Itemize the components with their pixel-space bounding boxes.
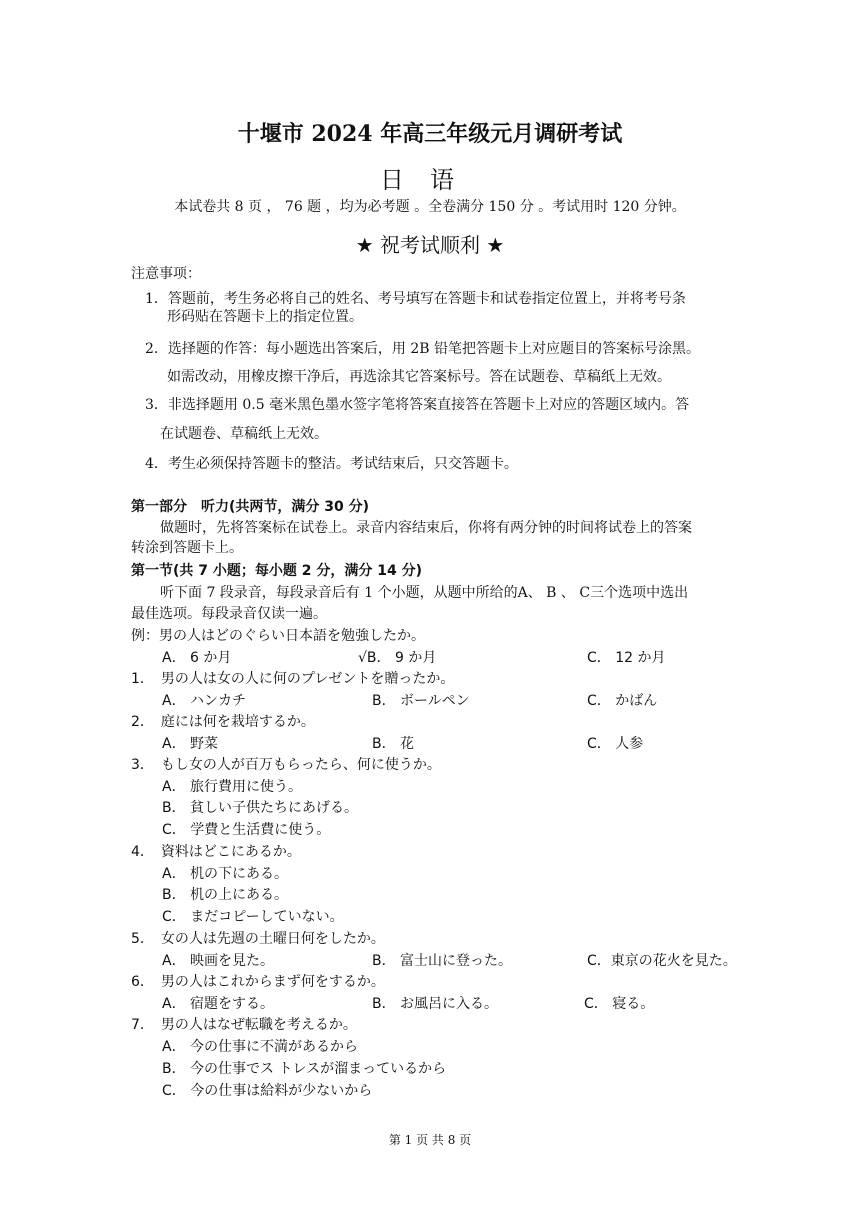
q1-option-b: B． ボールペン bbox=[372, 693, 470, 709]
page-footer: 第 1 页 共 8 页 bbox=[388, 1133, 472, 1147]
example-option-a: A． 6 か月 bbox=[162, 650, 232, 666]
q4-option-c: C． まだコピーしていない。 bbox=[162, 909, 344, 925]
note-1-line-1: 1．答题前，考生务必将自己的姓名、考号填写在答题卡和试卷指定位置上，并将考号条 bbox=[145, 291, 686, 307]
notes-heading: 注意事项： bbox=[131, 266, 201, 282]
good-luck-banner: ★ 祝考试顺利 ★ bbox=[355, 233, 505, 257]
part1-desc-line-2: 转涂到答题卡上。 bbox=[131, 540, 243, 556]
exam-intro: 本试卷共 8 页 ， 76 题 ，均为必考题 。全卷满分 150 分 。考试用时 120 分钟。 bbox=[174, 199, 686, 215]
q4-stem: 4． 資料はどこにあるか。 bbox=[131, 844, 301, 860]
q5-option-a: A． 映画を見た。 bbox=[162, 953, 275, 969]
subject-title: 日语 bbox=[380, 166, 480, 194]
q6-option-b: B． お風呂に入る。 bbox=[372, 996, 499, 1012]
q2-options bbox=[132, 733, 752, 753]
q1-option-a: A． ハンカチ bbox=[162, 693, 247, 709]
q2-option-b: B． 花 bbox=[372, 736, 415, 752]
note-3-line-1: 3．非选择题用 0.5 毫米黑色墨水签字笔将答案直接答在答题卡上对应的答题区域内。答 bbox=[145, 397, 690, 413]
q7-option-c: C． 今の仕事は給料が少ないから bbox=[162, 1083, 373, 1099]
q6-option-a: A． 宿題をする。 bbox=[162, 996, 275, 1012]
q7-option-b: B． 今の仕事でス トレスが溜まっているから bbox=[162, 1061, 447, 1077]
note-2-line-1: 2．选择题的作答：每小题选出答案后，用 2B 铅笔把答题卡上对应题目的答案标号涂黑。 bbox=[145, 341, 701, 357]
q7-option-a: A． 今の仕事に不満があるから bbox=[162, 1039, 359, 1055]
q7-stem: 7． 男の人はなぜ転職を考えるか。 bbox=[131, 1017, 357, 1033]
q2-option-a: A． 野菜 bbox=[162, 736, 219, 752]
q3-stem: 3． もし女の人が百万もらったら、何に使うか。 bbox=[131, 757, 441, 773]
section1-desc-line-1: 听下面 7 段录音，每段录音后有 1 个小题，从题中所给的A、 B 、 C三个选项中选出 bbox=[160, 585, 689, 601]
section1-desc-line-2: 最佳选项。每段录音仅读一遍。 bbox=[131, 606, 327, 622]
q6-options bbox=[132, 993, 752, 1013]
q4-option-b: B． 机の上にある。 bbox=[162, 887, 289, 903]
q6-option-c: C． 寝る。 bbox=[584, 996, 655, 1012]
note-3-line-2: 在试题卷、草稿纸上无效。 bbox=[160, 426, 328, 442]
q5-option-c: C．東京の花火を見た。 bbox=[587, 953, 737, 969]
q1-options bbox=[132, 690, 752, 710]
q5-stem: 5． 女の人は先週の土曜日何をしたか。 bbox=[131, 931, 385, 947]
q5-options bbox=[132, 950, 752, 970]
section1-heading: 第一节(共 7 小题；每小题 2 分，满分 14 分) bbox=[131, 563, 423, 579]
q2-stem: 2． 庭には何を栽培するか。 bbox=[131, 714, 315, 730]
exam-title: 十堰市 2024 年高三年级元月调研考试 bbox=[237, 121, 623, 147]
q3-option-a: A． 旅行費用に使う。 bbox=[162, 779, 303, 795]
example-stem: 例：男の人はどのぐらい日本語を勉強したか。 bbox=[131, 628, 425, 644]
note-1-line-2: 形码贴在答题卡上的指定位置。 bbox=[167, 309, 363, 325]
part1-desc-line-1: 做题时，先将答案标在试卷上。录音内容结束后，你将有两分钟的时间将试卷上的答案 bbox=[160, 520, 692, 536]
example-options bbox=[132, 647, 752, 667]
example-option-c: C． 12 か月 bbox=[587, 650, 666, 666]
q6-stem: 6． 男の人はこれからまず何をするか。 bbox=[131, 974, 385, 990]
q3-option-c: C． 学費と生活費に使う。 bbox=[162, 822, 331, 838]
q1-stem: 1． 男の人は女の人に何のプレゼントを贈ったか。 bbox=[131, 671, 455, 687]
q1-option-c: C． かばん bbox=[587, 693, 658, 709]
q3-option-b: B． 貧しい子供たちにあげる。 bbox=[162, 800, 359, 816]
q5-option-b: B． 富士山に登った。 bbox=[372, 953, 513, 969]
part1-heading: 第一部分 听力(共两节，满分 30 分) bbox=[131, 499, 370, 515]
q2-option-c: C． 人参 bbox=[587, 736, 644, 752]
note-2-line-2: 如需改动，用橡皮擦干净后，再选涂其它答案标号。答在试题卷、草稿纸上无效。 bbox=[167, 369, 671, 385]
note-4-line-1: 4．考生必须保持答题卡的整洁。考试结束后，只交答题卡。 bbox=[145, 456, 518, 472]
example-option-b: √B． 9 か月 bbox=[358, 650, 437, 666]
q4-option-a: A． 机の下にある。 bbox=[162, 866, 289, 882]
